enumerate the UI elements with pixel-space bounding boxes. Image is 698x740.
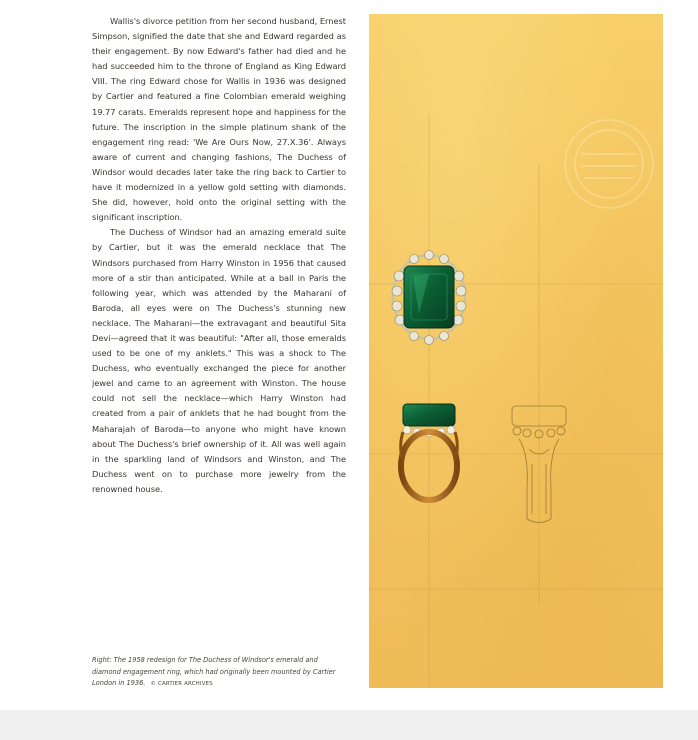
construction-lines bbox=[369, 114, 663, 688]
article-body bbox=[92, 14, 346, 497]
ring-design-drawing bbox=[369, 14, 663, 688]
drawing-artwork bbox=[369, 14, 663, 688]
viewer-bottom-strip bbox=[0, 710, 698, 740]
archive-stamp bbox=[565, 120, 653, 208]
figure-caption bbox=[92, 655, 346, 691]
caption-text: Right: The 1958 redesign for The Duchess of Windsor's emerald and diamond engagement ring, which had originally been mounted by Cartier London in 1936. bbox=[92, 656, 336, 688]
paragraph-2: The Duchess of Windsor had an amazing emerald suite by Cartier, but it was the emerald necklace that The Windsors purchased from Harry Winston in 1956 that caused more of a stir than anticipated. While at a ball in Paris the following year, which was attended by the Maharani of Baroda, all eyes were on The Duchess's stunning new necklace. The Maharani—the extravagant and beautiful Sita Devi—agreed that it was beautiful: "After all, those emeralds used to be one of my anklets." This was a shock to The Duchess, who eventually exchanged the piece for another jewel and came to an agreement with Winston. The house could not sell the necklace—which Harry Winston had created from a pair of anklets that he had bought from the Maharajah of Baroda—to anyone who might have known about The Duchess's brief ownership of it. All was well again in the sparkling land of Windsors and Winston, and The Duchess went on to purchase more jewelry from the renowned house. bbox=[92, 227, 346, 494]
paragraph-1: Wallis's divorce petition from her second husband, Ernest Simpson, signified the date that she and Edward regarded as their engagement. By now Edward's father had died and he had succeeded him to the throne of England as King Edward VIII. The ring Edward chose for Wallis in 1936 was designed by Cartier and featured a fine Colombian emerald weighing 19.77 carats. Emeralds represent hope and happiness for the future. The inscription in the simple platinum shank of the engagement ring read: 'We Are Ours Now, 27.X.36'. Always aware of current and changing fashions, The Duchess of Windsor would decades later take the ring back to Cartier to have it modernized in a yellow gold setting with diamonds. She did, however, hold onto the original setting with the significant inscription. bbox=[92, 16, 346, 223]
caption-credit: © CARTIER ARCHIVES bbox=[150, 681, 213, 688]
